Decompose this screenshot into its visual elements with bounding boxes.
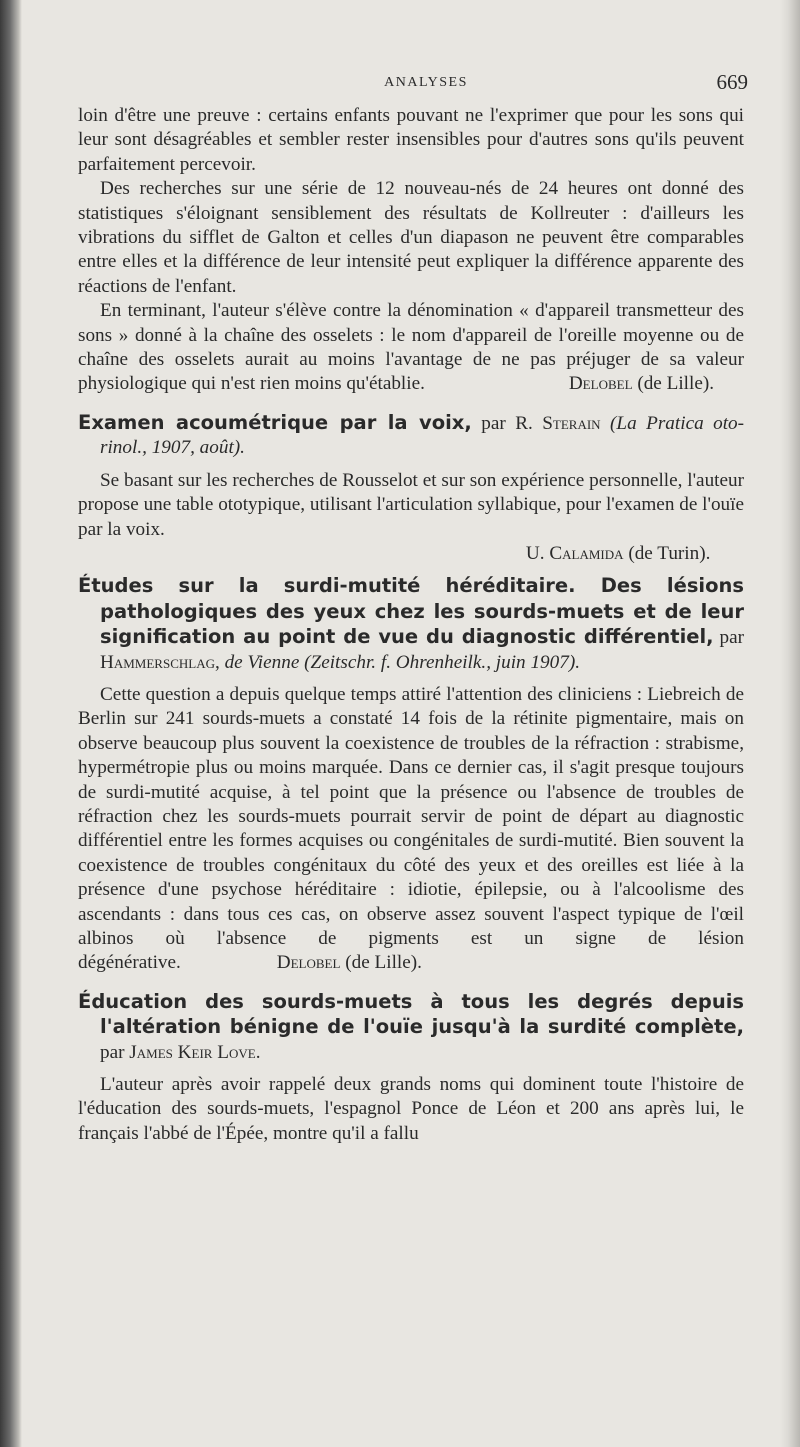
article-1-body: Se basant sur les recherches de Rousselot et sur son expérience personnelle, l'auteur propose une table ototypique, utilisant l'articulation syllabique, pour l'examen de l'ouïe par la voix. xyxy=(78,469,744,540)
article-3-heading xyxy=(78,990,744,1065)
article-1-heading xyxy=(78,411,744,461)
article-2-signature-name: Delobel xyxy=(276,952,341,974)
article-3-body: L'auteur après avoir rappelé deux grands noms qui dominent toute l'histoire de l'éducation des sourds-muets, l'espagnol Ponce de Léon et 200 ans après lui, le français l'abbé de l'Épée, montre qu'il a fallu xyxy=(78,1074,744,1144)
article-1-signature xyxy=(78,542,744,566)
page-number: 669 xyxy=(716,70,748,94)
running-head: ANALYSES xyxy=(384,75,468,90)
intro-paragraph-1: loin d'être une preuve : certains enfants pouvant ne l'exprimer que pour les sons qui leur sont désagréables et sembler rester insensibles pour d'autres sons qu'ils peuvent parfaitement percevoir. xyxy=(78,105,744,175)
article-1-author: R. Sterain xyxy=(515,412,601,434)
article-2-body xyxy=(78,683,744,976)
article-3-author: James Keir Love. xyxy=(129,1041,261,1063)
article-3-by: par xyxy=(100,1041,125,1063)
page-edge xyxy=(780,0,800,1447)
article-2-heading xyxy=(78,574,744,675)
article-1-source: (La Pratica oto-rinol., 1907, août). xyxy=(100,412,745,459)
intro-signature-place: (de Lille). xyxy=(637,373,715,395)
intro-paragraph-3-text: En terminant, l'auteur s'élève contre la dénomination « d'appareil transmetteur des sons » donné à la chaîne des osselets : le nom d'appareil de l'oreille moyenne ou de chaîne des osselets aurait au moins l'avantage de ne pas préjuger de sa valeur physiologique qui n'est rien moins qu'établie. xyxy=(78,300,744,395)
intro-paragraph-3 xyxy=(78,299,744,397)
article-1-by: par xyxy=(481,412,506,434)
binding-shadow xyxy=(0,0,22,1447)
article-2-body-text: Cette question a depuis quelque temps attiré l'attention des cliniciens : Liebreich de Berlin sur 241 sourds-muets a constaté 14 fois de la rétinite pigmentaire, mais on observe beaucoup plus souvent la coexistence de troubles de la réfraction : strabisme, hypermétropie plus ou moins marquée. Dans ce dernier cas, il s'agit presque toujours de surdi-mutité acquise, à tel point que la présence ou l'absence de troubles de réfraction chez les sourds-muets pourrait servir de point de départ au diagnostic différentiel entre les formes acquises ou congénitales de surdi-mutité. Bien souvent la coexistence de troubles congénitaux du côté des yeux et des oreilles est liée à la présence d'une psychose héréditaire : idiotie, épilepsie, ou à l'alcoolisme des ascendants : dans tous ces cas, on observe assez souvent l'aspect typique de l'œil albinos où l'absence de pigments est un signe de lésion dégénérative. xyxy=(78,683,744,974)
article-1-title: Examen acoumétrique par la voix, xyxy=(78,410,472,434)
article-2-title: Études sur la surdi-mutité héréditaire. Des lésions pathologiques des yeux chez les sourds-muets et de leur signification au point de vue du diagnostic différentiel, xyxy=(78,574,744,649)
intro-paragraph-2: Des recherches sur une série de 12 nouveau-nés de 24 heures ont donné des statistiques s'éloignant sensiblement des résultats de Kollreuter : d'ailleurs les vibrations du sifflet de Galton et celles d'un diapason ne peuvent être comparables entre elles et la différence de leur intensité peut expliquer la différence apparente des réactions de l'enfant. xyxy=(78,178,744,297)
page-body xyxy=(78,70,748,1146)
article-2-author: Hammerschlag, xyxy=(100,651,220,673)
article-3-title: Éducation des sourds-muets à tous les degrés depuis l'altération bénigne de l'ouïe jusqu'à la surdité complète, xyxy=(78,989,744,1039)
intro-signature-name: Delobel xyxy=(568,373,633,395)
article-2-by: par xyxy=(719,627,745,649)
article-1-signature-name: U. Calamida xyxy=(525,542,624,564)
article-1-signature-place: (de Turin). xyxy=(628,542,711,564)
article-2-signature-place: (de Lille). xyxy=(345,952,422,974)
article-2-source: de Vienne (Zeitschr. f. Ohrenheilk., juin 1907). xyxy=(224,651,581,673)
page-header xyxy=(78,70,748,104)
